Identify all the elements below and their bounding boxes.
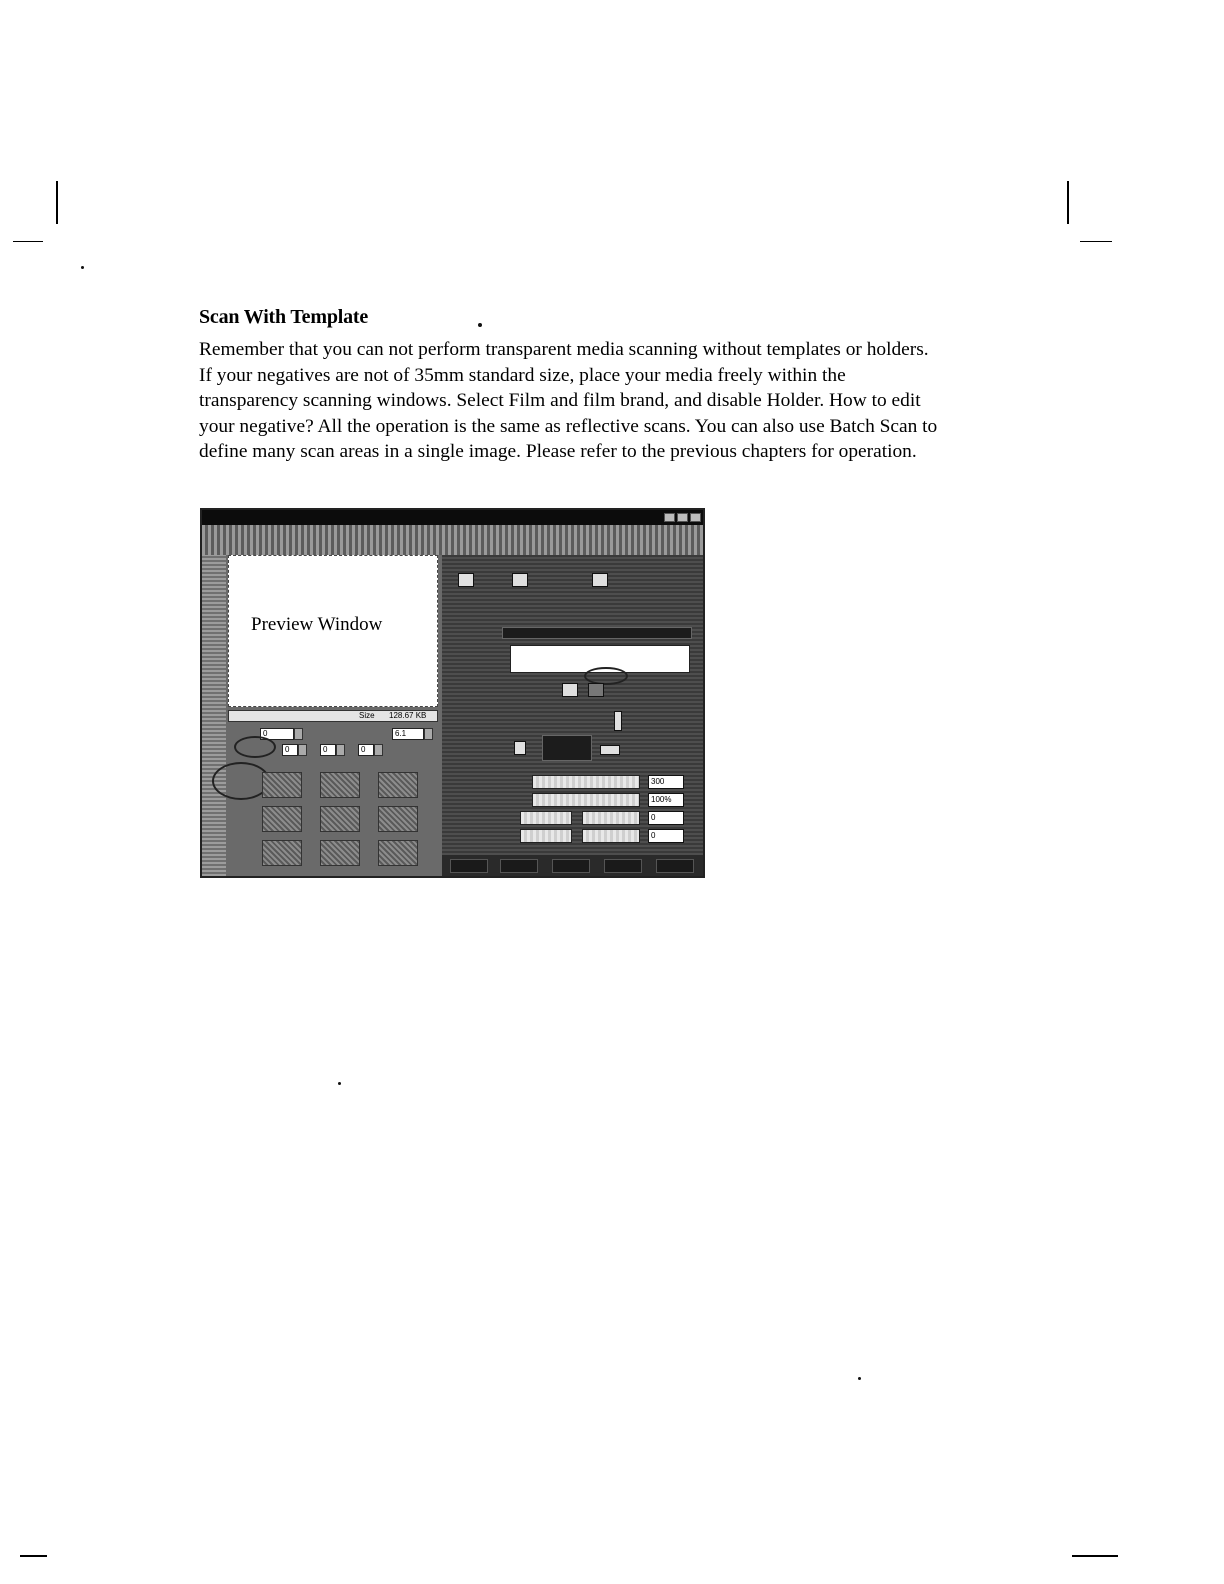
scan-speck: [858, 1377, 861, 1380]
minimize-icon: [664, 513, 675, 522]
scale-field: 6.1: [392, 728, 424, 740]
tool-icon: [514, 741, 526, 755]
bottom-button-bar: [442, 855, 703, 876]
template-frame: [262, 840, 302, 866]
bottom-button: [656, 859, 694, 873]
status-size-label: Size: [359, 711, 375, 720]
resolution-slider: [532, 775, 640, 789]
bottom-button: [604, 859, 642, 873]
position-spinner-3: [374, 744, 383, 756]
resolution-value: 300: [648, 775, 684, 789]
crop-mark-top-left-horizontal: [13, 241, 43, 242]
tool-icon: [614, 711, 622, 731]
offset-spinner: [294, 728, 303, 740]
template-frame: [320, 772, 360, 798]
scan-speck: [338, 1082, 341, 1085]
crop-mark-bottom-right: [1072, 1555, 1118, 1557]
window-title-bar: [202, 510, 703, 525]
offset-field: 0: [260, 728, 294, 740]
template-frame-grid: [262, 772, 418, 866]
bottom-button: [450, 859, 488, 873]
bottom-button: [500, 859, 538, 873]
section-heading: Scan With Template: [199, 306, 369, 328]
scan-speck: [81, 266, 84, 269]
position-spinner-1: [298, 744, 307, 756]
crop-mark-top-left-vertical: [56, 181, 58, 224]
brightness-value: 0: [648, 811, 684, 825]
tool-icon: [600, 745, 620, 755]
tool-icon: [588, 683, 604, 697]
crop-mark-top-right-vertical: [1067, 181, 1069, 224]
position-field-3: 0: [358, 744, 374, 756]
position-field-1: 0: [282, 744, 298, 756]
contrast-slider: [520, 829, 572, 843]
crop-mark-bottom-left: [20, 1555, 47, 1557]
contrast-slider-2: [582, 829, 640, 843]
scan-icon: [592, 573, 608, 587]
position-field-2: 0: [320, 744, 336, 756]
status-size-value: 128.67 KB: [389, 711, 427, 720]
brightness-slider-2: [582, 811, 640, 825]
settings-row-bar: [502, 627, 692, 639]
scan-mode-icon: [458, 573, 474, 587]
close-icon: [690, 513, 701, 522]
scaling-slider: [532, 793, 640, 807]
scan-speck: [478, 323, 482, 327]
position-spinner-2: [336, 744, 345, 756]
template-frame: [320, 840, 360, 866]
crop-mark-top-right-horizontal: [1080, 241, 1112, 242]
template-frame: [378, 840, 418, 866]
preview-window: [228, 555, 438, 707]
template-frame: [378, 806, 418, 832]
template-frame: [262, 806, 302, 832]
template-frame: [378, 772, 418, 798]
tool-icon: [562, 683, 578, 697]
highlight-oval: [234, 736, 276, 758]
bottom-button: [552, 859, 590, 873]
left-tool-strip: [202, 555, 226, 878]
contrast-value: 0: [648, 829, 684, 843]
template-frame: [320, 806, 360, 832]
preview-icon: [512, 573, 528, 587]
section-paragraph: Remember that you can not perform transparent media scanning without templates or holders. If your negatives are not of 35mm standard size, place your media freely within the transparency scanning windows. Select Film and film brand, and disable Holder. How to edit your negative? All the operation is the same as reflective scans. You can also use Batch Scan to define many scan areas in a single image. Please refer to the previous chapters for operation.: [199, 339, 938, 462]
preview-status-bar: [228, 710, 438, 722]
preview-window-label: Preview Window: [251, 614, 383, 635]
maximize-icon: [677, 513, 688, 522]
brightness-slider: [520, 811, 572, 825]
tool-button-block: [542, 735, 592, 761]
scanner-window-screenshot: [200, 508, 705, 878]
scaling-value: 100%: [648, 793, 684, 807]
window-toolbar: [202, 525, 703, 555]
scale-spinner: [424, 728, 433, 740]
settings-panel: [442, 555, 703, 855]
template-frame: [262, 772, 302, 798]
